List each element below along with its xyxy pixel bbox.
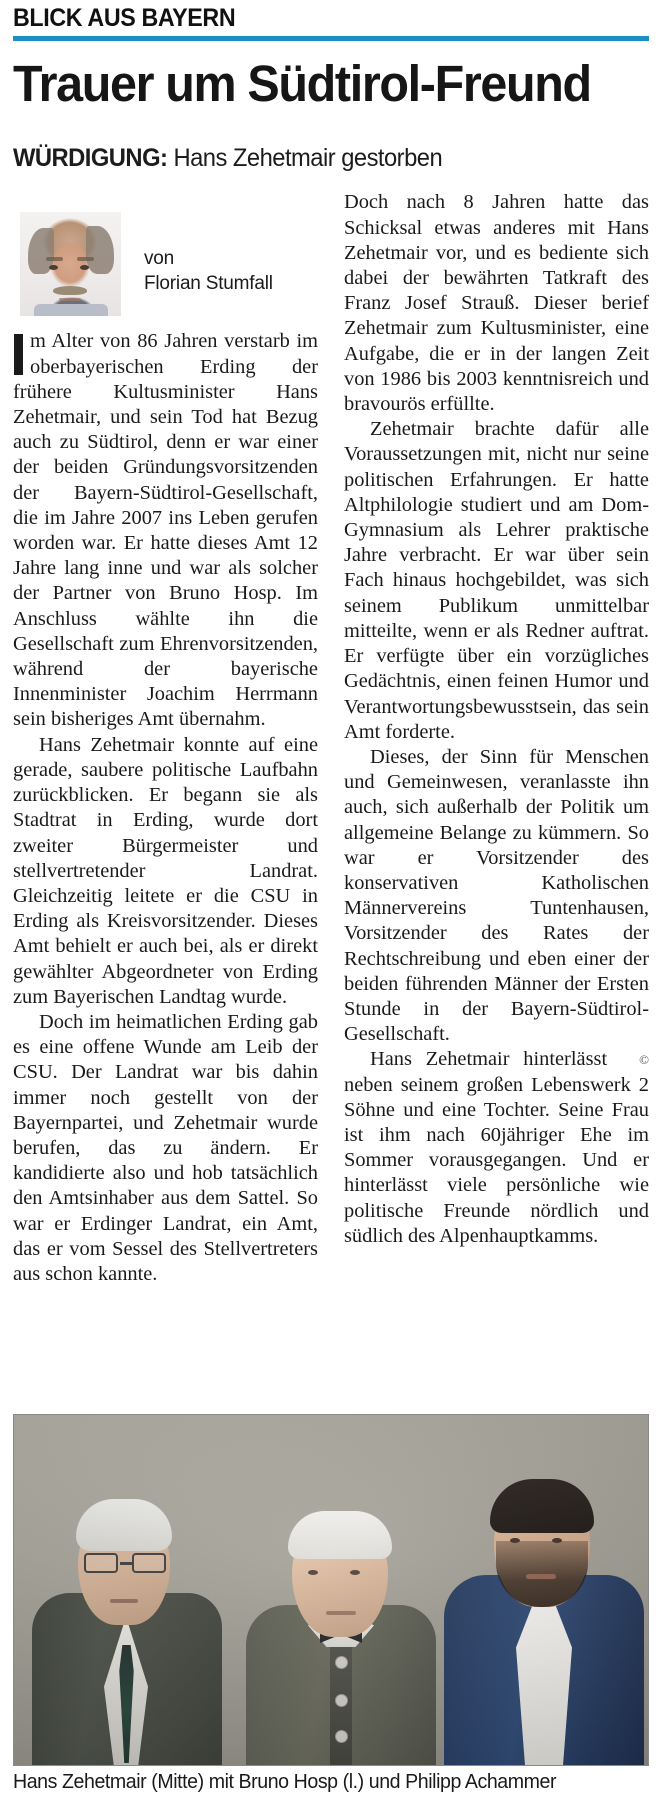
photo-image <box>14 1415 648 1765</box>
paragraph: Dieses, der Sinn für Menschen und Gemeinwesen, veranlasste ihn auch, sich außerhalb der Politik um allgemeine Belange zu kümmern. So war er Vorsitzender des konservativen Katholischen Männervereins Tuntenhausen, Vorsitzender des Rates der Rechtschreibung und eben einer der beiden führenden Männer der Ersten Stunde in der Bayern-Südtirol-Gesellschaft. <box>344 745 649 1046</box>
subline-label: WÜRDIGUNG: <box>13 143 168 172</box>
photo-caption: Hans Zehetmair (Mitte) mit Bruno Hosp (l.) und Philipp Achammer <box>13 1770 557 1793</box>
paragraph: Doch nach 8 Jahren hatte das Schicksal etwas anderes mit Hans Zehetmair vor, und es bediente sich dabei der bewährten Tatkraft des Franz Josef Strauß. Dieser berief Zehetmair zum Kultusminister, eine Aufgabe, die er in der langen Zeit von 1986 bis 2003 kenntnisreich und bravourös erfüllte. <box>344 191 649 416</box>
article-body <box>13 190 649 1380</box>
page-title: Trauer um Südtirol-Freund <box>13 54 591 112</box>
drop-cap <box>14 334 23 375</box>
byline-author: Florian Stumfall <box>144 273 273 295</box>
paragraph: Doch im heimatlichen Erding gab es eine offene Wunde am Leib der CSU. Der Landrat war bis dahin immer noch gestellt von der Bayernpartei, und Zehetmair wurde berufen, das zu ändern. Er kandidierte also und hob tatsächlich den Amtsinhaber aus dem Sattel. So war er Erdinger Landrat, ein Amt, das er vom Sessel des Stellvertreters aus schon kannte. <box>13 1010 318 1285</box>
paragraph <box>344 1047 649 1249</box>
byline-block <box>13 190 318 323</box>
paragraph: Zehetmair brachte dafür alle Voraussetzungen mit, nicht nur seine politischen Erfahrungen. Er hatte Altphilologie studiert und am Dom-Gymnasium als Lehrer praktische Jahre verbracht. Er war über sein Fach hinaus hochgebildet, was sich seinem Publikum unmittelbar mitteilte, wenn er als Redner auftrat. Er verfügte über ein vorzügliches Gedächtnis, einen feinen Humor und Verantwortungsbewusstsein, das sein Amt forderte. <box>344 418 649 743</box>
kicker-rule <box>13 36 649 41</box>
body-column-right <box>344 190 649 1249</box>
byline-prefix: von <box>144 248 175 270</box>
body-column-left <box>13 190 318 1287</box>
byline <box>144 246 273 296</box>
author-portrait <box>20 212 121 316</box>
kicker-section <box>13 0 649 41</box>
article-photo <box>13 1414 649 1766</box>
paragraph: Hans Zehetmair konnte auf eine gerade, saubere politische Laufbahn zurückblicken. Er begann sie als Stadtrat in Erding, wurde dort zweiter Bürgermeister und stellvertretender Landrat. Gleichzeitig leitete er die CSU in Erding als Kreisvorsitzender. Dieses Amt behielt er auch bei, als er direkt gewählter Abgeordneter von Erding zum Bayerischen Landtag wurde. <box>13 733 318 1008</box>
paragraph-text: Hans Zehetmair hinterlässt neben seinem großen Lebenswerk 2 Söhne und eine Tochter. Seine Frau ist ihm nach 60jähriger Ehe im Sommer vorausgegangen. Und er hinterlässt viele persönliche wie politische Freunde nördlich und südlich des Alpenhauptkamms. <box>344 1048 649 1247</box>
article-subline <box>13 144 617 173</box>
section-kicker: BLICK AUS BAYERN <box>13 4 236 32</box>
subline-text: Hans Zehetmair gestorben <box>167 143 443 172</box>
paragraph-text: m Alter von 86 Jahren verstarb im oberbayerischen Erding der frühere Kultusminister Hans Zehetmair, und sein Tod hat Bezug auch zu Südtirol, denn er war einer der beiden Gründungsvorsitzenden der Bayern-Südtirol-Gesellschaft, die im Jahre 2007 ins Leben gerufen worden war. Er hatte dieses Amt 12 Jahre lang inne und war als solcher der Partner von Bruno Hosp. Im Anschluss wählte ihn die Gesellschaft zum Ehrenvorsitzenden, während der bayerische Innenminister Joachim Herrmann sein bisheriges Amt übernahm. <box>13 330 318 731</box>
end-mark: © <box>639 1052 649 1068</box>
